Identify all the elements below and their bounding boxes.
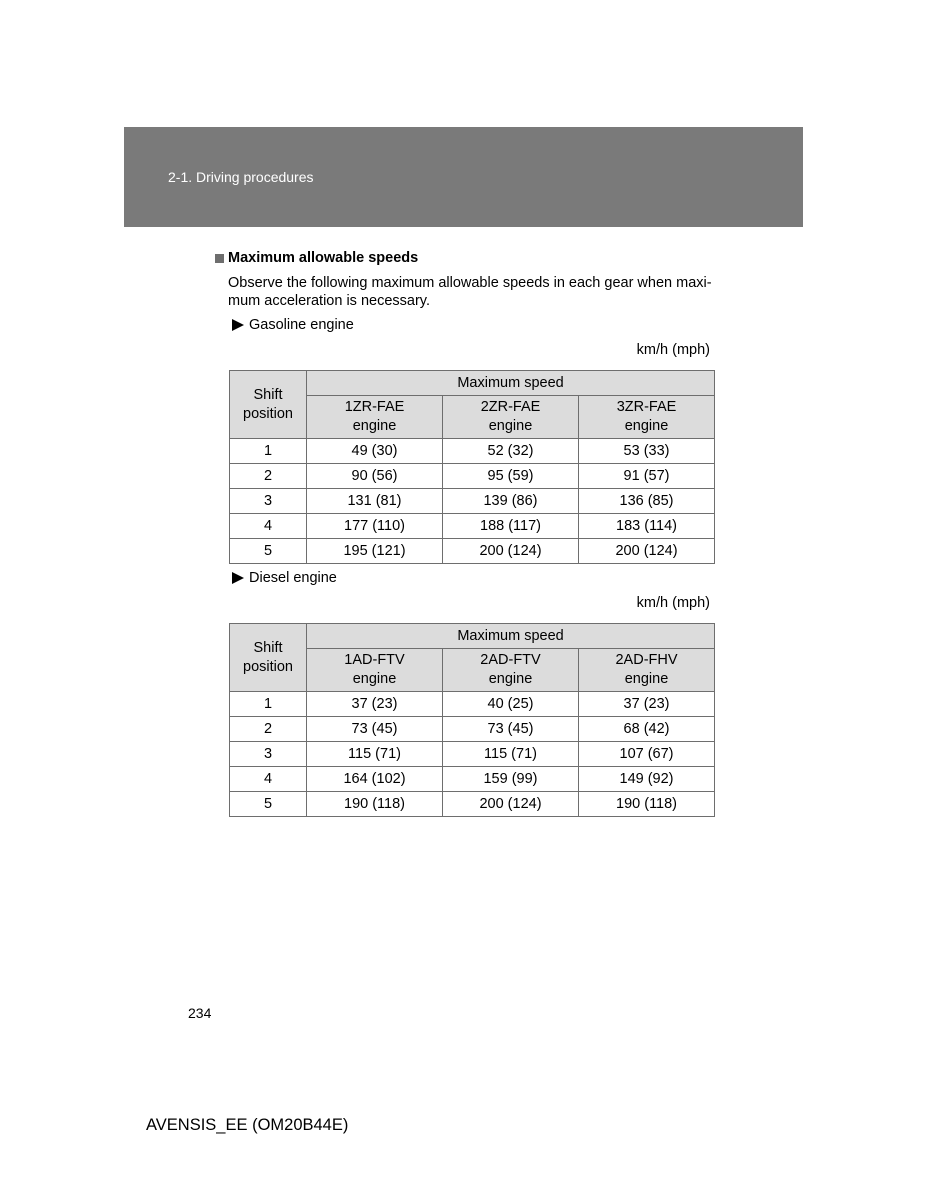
shift-position-header: Shift position xyxy=(230,624,307,692)
table-row xyxy=(230,539,715,564)
speed-cell: 115 (71) xyxy=(307,742,443,767)
engine-header xyxy=(443,396,579,439)
speed-cell: 190 (118) xyxy=(579,792,715,817)
engine-name: 2AD-FHV xyxy=(615,652,678,668)
speed-cell: 149 (92) xyxy=(579,767,715,792)
table-row xyxy=(230,717,715,742)
table-row xyxy=(230,742,715,767)
shift-position-header: Shift position xyxy=(230,371,307,439)
engine-suffix: engine xyxy=(352,671,397,687)
table-row xyxy=(230,792,715,817)
speed-cell: 190 (118) xyxy=(307,792,443,817)
engine-header xyxy=(579,396,715,439)
table-row xyxy=(230,767,715,792)
speed-cell: 195 (121) xyxy=(307,539,443,564)
speed-cell: 40 (25) xyxy=(443,692,579,717)
diesel-speed-table xyxy=(229,623,715,817)
speed-cell: 139 (86) xyxy=(443,489,579,514)
speed-cell: 183 (114) xyxy=(579,514,715,539)
table-row xyxy=(230,692,715,717)
table-row xyxy=(230,464,715,489)
gear-cell: 2 xyxy=(230,717,307,742)
engine-name: 1AD-FTV xyxy=(344,652,405,668)
speed-cell: 136 (85) xyxy=(579,489,715,514)
speed-cell: 200 (124) xyxy=(579,539,715,564)
speed-cell: 73 (45) xyxy=(443,717,579,742)
intro-paragraph xyxy=(228,274,714,310)
maximum-speed-header: Maximum speed xyxy=(307,371,715,396)
gear-cell: 1 xyxy=(230,439,307,464)
speed-cell: 177 (110) xyxy=(307,514,443,539)
section-header: 2-1. Driving procedures xyxy=(168,169,314,185)
speed-cell: 188 (117) xyxy=(443,514,579,539)
triangle-bullet-icon xyxy=(232,572,244,584)
gear-cell: 5 xyxy=(230,539,307,564)
engine-header xyxy=(443,649,579,692)
speed-cell: 90 (56) xyxy=(307,464,443,489)
speed-cell: 131 (81) xyxy=(307,489,443,514)
speed-cell: 52 (32) xyxy=(443,439,579,464)
speed-cell: 95 (59) xyxy=(443,464,579,489)
gear-cell: 1 xyxy=(230,692,307,717)
gear-cell: 3 xyxy=(230,742,307,767)
gear-cell: 4 xyxy=(230,514,307,539)
gasoline-unit: km/h (mph) xyxy=(636,342,710,358)
engine-suffix: engine xyxy=(488,418,533,434)
triangle-bullet-icon xyxy=(232,319,244,331)
speed-cell: 53 (33) xyxy=(579,439,715,464)
gasoline-engine-label-text: Gasoline engine xyxy=(249,317,354,333)
document-code: AVENSIS_EE (OM20B44E) xyxy=(146,1116,349,1134)
gear-cell: 2 xyxy=(230,464,307,489)
engine-name: 2AD-FTV xyxy=(480,652,541,668)
speed-cell: 49 (30) xyxy=(307,439,443,464)
speed-cell: 200 (124) xyxy=(443,792,579,817)
speed-cell: 37 (23) xyxy=(579,692,715,717)
engine-suffix: engine xyxy=(352,418,397,434)
section-title xyxy=(215,250,418,266)
intro-line-1: Observe the following maximum allowable speeds in each gear when maxi- xyxy=(228,275,712,291)
engine-name: 3ZR-FAE xyxy=(616,399,677,415)
speed-cell: 73 (45) xyxy=(307,717,443,742)
diesel-unit: km/h (mph) xyxy=(636,595,710,611)
diesel-engine-label-text: Diesel engine xyxy=(249,570,337,586)
engine-header xyxy=(307,649,443,692)
gear-cell: 4 xyxy=(230,767,307,792)
engine-name: 1ZR-FAE xyxy=(344,399,405,415)
gear-cell: 3 xyxy=(230,489,307,514)
intro-line-2: mum acceleration is necessary. xyxy=(228,293,431,309)
engine-header xyxy=(307,396,443,439)
gasoline-engine-label xyxy=(232,317,354,333)
square-bullet-icon xyxy=(215,254,224,263)
speed-cell: 164 (102) xyxy=(307,767,443,792)
gear-cell: 5 xyxy=(230,792,307,817)
gasoline-speed-table xyxy=(229,370,715,564)
speed-cell: 91 (57) xyxy=(579,464,715,489)
speed-cell: 107 (67) xyxy=(579,742,715,767)
speed-cell: 37 (23) xyxy=(307,692,443,717)
engine-suffix: engine xyxy=(624,418,669,434)
page-number: 234 xyxy=(188,1005,212,1021)
engine-suffix: engine xyxy=(624,671,669,687)
speed-cell: 200 (124) xyxy=(443,539,579,564)
header-band xyxy=(124,127,803,227)
table-row xyxy=(230,489,715,514)
speed-cell: 68 (42) xyxy=(579,717,715,742)
table-row xyxy=(230,514,715,539)
table-row xyxy=(230,439,715,464)
section-title-text: Maximum allowable speeds xyxy=(228,250,419,266)
diesel-engine-label xyxy=(232,570,337,586)
speed-cell: 115 (71) xyxy=(443,742,579,767)
maximum-speed-header: Maximum speed xyxy=(307,624,715,649)
engine-suffix: engine xyxy=(488,671,533,687)
engine-header xyxy=(579,649,715,692)
engine-name: 2ZR-FAE xyxy=(480,399,541,415)
speed-cell: 159 (99) xyxy=(443,767,579,792)
